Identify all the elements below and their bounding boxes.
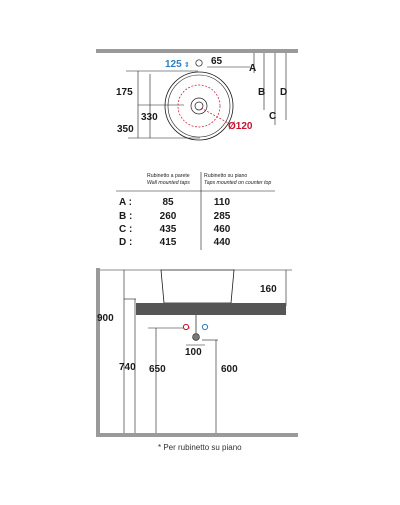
letter-b: B (258, 87, 266, 98)
basin-inner-rim (168, 75, 230, 137)
dim-740-label: 740 (119, 362, 136, 373)
dim-100-label: 100 (185, 347, 202, 358)
letter-a: A (249, 63, 257, 74)
dimension-table (116, 172, 275, 250)
dim-330-label: 330 (141, 112, 158, 123)
col1-header-it: Rubinetto a parete (147, 173, 190, 179)
row-b-label: B : (119, 211, 133, 222)
dim-900-label: 900 (97, 313, 114, 324)
tap-hole-top (196, 60, 202, 66)
row-a-wall: 85 (162, 197, 174, 208)
side-view (96, 268, 298, 437)
dim-650-label: 650 (149, 364, 166, 375)
row-c-wall: 435 (159, 224, 177, 235)
row-c-label: C : (119, 224, 133, 235)
dim-65-label: 65 (211, 56, 223, 67)
row-b-counter: 285 (213, 211, 231, 222)
wall-bar-top (96, 49, 298, 53)
footnote: * Per rubinetto su piano (158, 443, 242, 452)
col2-header-en: Taps mounted on counter top (204, 180, 272, 186)
dim-diameter-label: Ø120 (228, 121, 253, 132)
basin-bowl (161, 270, 234, 303)
drain-outer (191, 98, 207, 114)
row-d-wall: 415 (159, 237, 177, 248)
row-b-wall: 260 (159, 211, 177, 222)
dim-160-label: 160 (260, 284, 277, 295)
basin-outer-rim (165, 72, 233, 140)
dim-125-arrow: ⇕ (184, 62, 190, 69)
letter-d: D (280, 87, 288, 98)
countertop (136, 303, 286, 315)
col1-header-en: Wall mounted taps (147, 180, 190, 186)
letter-c: C (269, 111, 277, 122)
row-a-counter: 110 (213, 197, 231, 208)
row-c-counter: 460 (213, 224, 231, 235)
drain-outlet (193, 334, 200, 341)
cold-water-valve (202, 324, 207, 329)
drain-diameter-circle (178, 85, 220, 127)
floor-bar (96, 433, 298, 437)
hot-water-valve (183, 324, 188, 329)
row-a-label: A : (119, 197, 132, 208)
dim-175-label: 175 (116, 87, 133, 98)
col2-header-it: Rubinetto su piano (204, 173, 248, 179)
dim-125-label: 125 (165, 59, 182, 70)
row-d-counter: 440 (213, 237, 231, 248)
top-view (96, 49, 298, 140)
dim-600-label: 600 (221, 364, 238, 375)
dim-350-label: 350 (117, 124, 134, 135)
wall-side (96, 268, 100, 436)
row-d-label: D : (119, 237, 133, 248)
